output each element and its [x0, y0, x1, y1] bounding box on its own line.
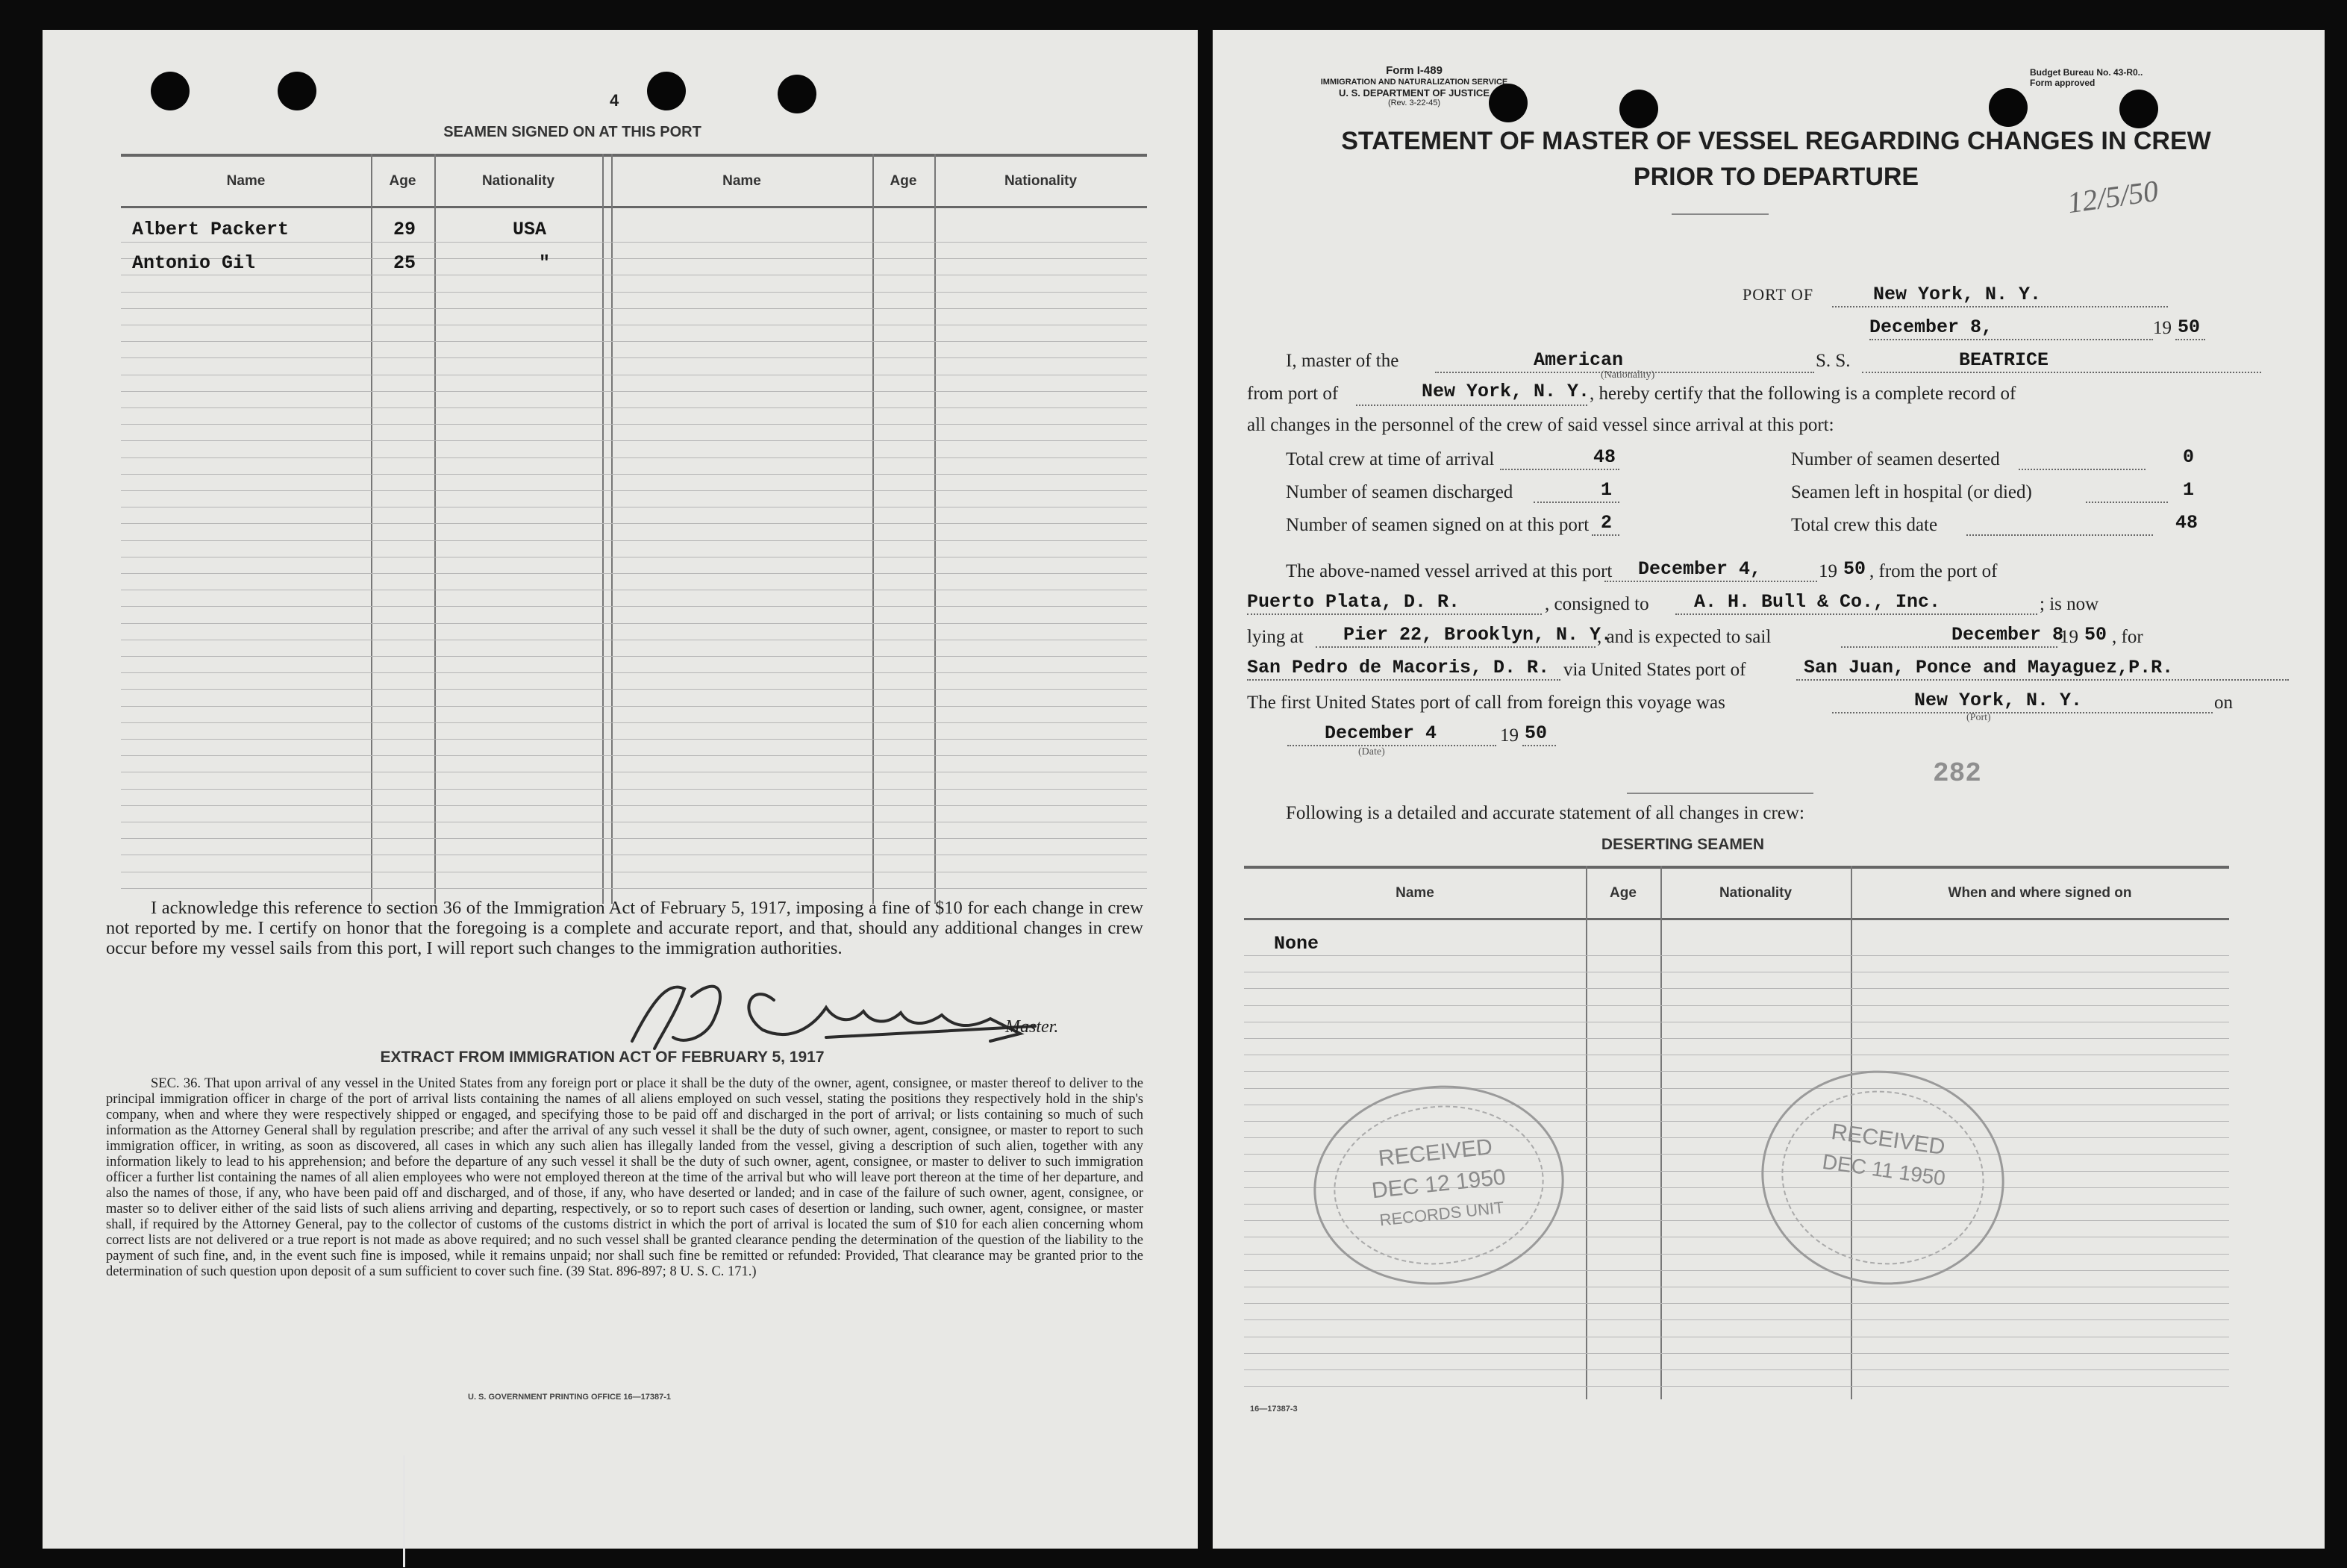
from-port-value: New York, N. Y.	[1422, 381, 1590, 402]
vessel-name: BEATRICE	[1959, 349, 2049, 371]
port-of-label: PORT OF	[1743, 285, 1814, 304]
first-port-date: December 4	[1325, 722, 1437, 744]
punch-hole	[1619, 90, 1658, 128]
ruled-line	[121, 573, 1147, 574]
revision: (Rev. 3-22-45)	[1387, 99, 1441, 107]
seaman-age: 29	[393, 219, 416, 240]
seaman-nationality: USA	[513, 219, 547, 240]
for-label: , for	[2112, 627, 2143, 647]
consigned-label: , consigned to	[1545, 594, 1649, 614]
ruled-line	[121, 308, 1147, 309]
column-header: Age	[890, 173, 917, 189]
extract-title: EXTRACT FROM IMMIGRATION ACT OF FEBRUARY 5, 1917	[380, 1049, 825, 1066]
ruled-line	[121, 357, 1147, 358]
on-label: on	[2214, 693, 2233, 713]
stamp-text: RECEIVED	[1829, 1119, 1947, 1161]
statement-date: December 8,	[1869, 316, 1993, 338]
from-port-label: from port of	[1247, 384, 1339, 404]
seaman-age: 25	[393, 252, 416, 274]
first-port-label: The first United States port of call from foreign this voyage was	[1247, 693, 1725, 713]
certify-text: , hereby certify that the following is a complete record of	[1590, 384, 2016, 404]
ruled-line	[121, 341, 1147, 342]
ruled-line	[121, 689, 1147, 690]
stat-label: Total crew this date	[1791, 515, 1938, 535]
printer-line: 16—17387-3	[1250, 1405, 1298, 1414]
seaman-name: Antonio Gil	[132, 252, 256, 274]
via-label: via United States port of	[1563, 660, 1746, 680]
ruled-line	[121, 292, 1147, 293]
stat-label: Number of seamen discharged	[1286, 482, 1513, 502]
form-subtitle: PRIOR TO DEPARTURE	[1633, 163, 1919, 191]
ruled-line	[121, 424, 1147, 425]
master-of-label: I, master of the	[1286, 351, 1399, 371]
right-page	[1213, 30, 2325, 1549]
deserting-entry: None	[1274, 933, 1319, 955]
ruled-line	[121, 490, 1147, 491]
punch-hole	[1989, 88, 2028, 127]
form-title: STATEMENT OF MASTER OF VESSEL REGARDING CHANGES IN CREW	[1341, 127, 2211, 155]
received-stamp	[1748, 1055, 2019, 1301]
ruled-line	[1244, 1088, 2229, 1089]
column-header: Name	[1396, 885, 1434, 901]
page-number: 4	[610, 91, 619, 110]
received-stamp	[1304, 1073, 1574, 1297]
seaman-name: Albert Packert	[132, 219, 290, 240]
sail-date: December 8	[1951, 624, 2064, 646]
ruled-line	[1244, 1386, 2229, 1387]
first-port-year: 50	[1525, 722, 1548, 744]
column-header: Name	[722, 173, 761, 189]
vessel-nationality: American	[1534, 349, 1624, 371]
budget-bureau: Budget Bureau No. 43-R0..	[2030, 67, 2143, 78]
ruled-line	[121, 523, 1147, 524]
stat-value: 48	[1593, 446, 1616, 468]
ruled-line	[121, 391, 1147, 392]
master-signature	[602, 966, 1110, 1056]
ruled-line	[121, 540, 1147, 541]
ruled-line	[121, 672, 1147, 673]
year-prefix: 19	[2153, 318, 2172, 338]
ruled-line	[1244, 1071, 2229, 1072]
ruled-line	[1244, 1005, 2229, 1006]
stamp-text: RECEIVED	[1377, 1134, 1494, 1172]
date-caption: (Date)	[1358, 746, 1385, 758]
stamp-text: RECORDS UNIT	[1378, 1198, 1505, 1230]
punch-hole	[151, 72, 190, 110]
stat-value: 2	[1601, 512, 1613, 534]
ruled-line	[121, 739, 1147, 740]
certify-text-continued: all changes in the personnel of the crew of said vessel since arrival at this port:	[1247, 415, 1834, 435]
ruled-line	[121, 258, 1147, 259]
ss-label: S. S.	[1816, 351, 1851, 371]
ruled-line	[1244, 1319, 2229, 1320]
lying-at-label: lying at	[1247, 627, 1304, 647]
statement-year: 50	[2178, 316, 2201, 338]
following-text: Following is a detailed and accurate statement of all changes in crew:	[1286, 803, 1804, 823]
stamp-number: 282	[1933, 758, 1981, 789]
agency-line: IMMIGRATION AND NATURALIZATION SERVICE	[1320, 78, 1508, 87]
arrival-year: 50	[1843, 558, 1866, 580]
ruled-line	[121, 407, 1147, 408]
ruled-line	[1244, 988, 2229, 989]
ruled-line	[1244, 1369, 2229, 1370]
ruled-line	[121, 623, 1147, 624]
stat-value: 48	[2175, 512, 2198, 534]
column-header: Nationality	[1004, 173, 1078, 189]
is-now-label: ; is now	[2040, 594, 2099, 614]
punch-hole	[278, 72, 316, 110]
master-label: Master.	[1005, 1017, 1059, 1037]
ruled-line	[121, 457, 1147, 458]
ruled-line	[121, 440, 1147, 441]
column-header: Age	[1610, 885, 1637, 901]
stat-value: 0	[2183, 446, 2195, 468]
form-number: Form I-489	[1386, 64, 1443, 77]
sail-year: 50	[2084, 624, 2107, 646]
column-header: When and where signed on	[1948, 885, 2132, 901]
section-title: SEAMEN SIGNED ON AT THIS PORT	[443, 124, 701, 140]
stat-value: 1	[2183, 479, 2195, 501]
punch-hole	[647, 72, 686, 110]
ruled-line	[121, 242, 1147, 243]
stamp-date: DEC 11 1950	[1821, 1149, 1947, 1190]
ruled-line	[121, 722, 1147, 723]
year-prefix: 19	[1500, 725, 1519, 746]
ruled-line	[121, 706, 1147, 707]
seaman-nationality: "	[539, 252, 551, 274]
stat-value: 1	[1601, 479, 1613, 501]
column-header: Nationality	[481, 173, 555, 189]
ruled-line	[121, 805, 1147, 806]
column-header: Nationality	[1719, 885, 1793, 901]
ruled-line	[121, 755, 1147, 756]
agency-line: U. S. DEPARTMENT OF JUSTICE	[1339, 87, 1490, 99]
origin-port: Puerto Plata, D. R.	[1247, 591, 1460, 613]
handwritten-date: 12/5/50	[2065, 173, 2160, 220]
scan-artifact-line	[403, 1455, 405, 1567]
ruled-line	[121, 888, 1147, 889]
nationality-caption: (Nationality)	[1601, 369, 1655, 381]
ruled-line	[121, 656, 1147, 657]
via-ports: San Juan, Ponce and Mayaguez,P.R.	[1804, 657, 2174, 678]
stamp-date: DEC 12 1950	[1370, 1164, 1507, 1204]
ruled-line	[1244, 1038, 2229, 1039]
port-value: New York, N. Y.	[1873, 284, 2042, 305]
stat-label: Seamen left in hospital (or died)	[1791, 482, 2032, 502]
ruled-line	[121, 789, 1147, 790]
printer-line: U. S. GOVERNMENT PRINTING OFFICE 16—17387-1	[468, 1393, 672, 1402]
ruled-line	[121, 838, 1147, 839]
port-caption: (Port)	[1966, 712, 1991, 723]
arrived-label: The above-named vessel arrived at this port	[1286, 561, 1613, 581]
punch-hole	[778, 75, 816, 113]
from-the-port-label: , from the port of	[1869, 561, 1998, 581]
stat-label: Total crew at time of arrival	[1286, 449, 1495, 469]
year-prefix: 19	[1819, 561, 1837, 581]
expected-label: , and is expected to sail	[1597, 627, 1772, 647]
ruled-line	[121, 474, 1147, 475]
ruled-line	[1244, 1303, 2229, 1304]
ruled-line	[1244, 1353, 2229, 1354]
punch-hole	[2119, 90, 2158, 128]
extract-text: SEC. 36. That upon arrival of any vessel in the United States from any foreign port or place it shall be the duty of the owner, agent, consignee, or master thereof to deliver to the principal immigration officer in charge of the port of arrival lists containing the names of all aliens employed on such vessel, stating the positions they respectively hold in the ship's company, when and where they were respectively shipped or engaged, and specifying those to be paid off and discharged in the port of arrival; or lists containing so much of such information as the Attorney General shall by regulation prescribe; and after the arrival of any such vessel it shall be the duty of such owner, agent, consignee, or master to report to such immigration officer, in writing, as soon as discovered, all cases in which any such alien has illegally landed from the vessel, giving a description of such alien, together with any information likely to lead to his apprehension; and before the departure of any such vessel it shall be the duty of such owner, agent, consignee, or master to deliver to such immigration officer a further list containing the names of all alien employees who were not employed thereon at the time of the arrival but who will leave port thereon at the time of her departure, and also the names of those, if any, who have been paid off and discharged, and of those, if any, who have deserted or landed; and in case of the failure of such owner, agent, consignee, or master so to deliver either of the said lists of such aliens arriving and departing, respectively, or so to report such cases of desertion or landing, such owner, agent, consignee, or master shall, if required by the Attorney General, pay to the collector of customs of the customs district in which the port of arrival is located the sum of $10 for each alien concerning whom correct lists are not delivered or a true report is not made as above required; and no such vessel shall be granted clearance pending the determination of the question of the liability to the payment of such fine, and, in the event such fine is imposed, while it remains unpaid; nor shall such fine be remitted or refunded: Provided, That clearance may be granted prior to the determination of such question upon deposit of a sum sufficient to cover such fine. (39 Stat. 896-897; 8 U. S. C. 171.)	[106, 1076, 1143, 1279]
consignee: A. H. Bull & Co., Inc.	[1694, 591, 1941, 613]
form-approved: Form approved	[2030, 78, 2096, 88]
column-header: Name	[226, 173, 266, 189]
destination: San Pedro de Macoris, D. R.	[1247, 657, 1550, 678]
stat-label: Number of seamen signed on at this port	[1286, 515, 1590, 535]
first-port-value: New York, N. Y.	[1914, 690, 2083, 711]
ruled-line	[1244, 955, 2229, 956]
deserting-title: DESERTING SEAMEN	[1601, 836, 1765, 853]
column-header: Age	[389, 173, 416, 189]
berth: Pier 22, Brooklyn, N. Y.	[1343, 624, 1613, 646]
left-page	[43, 30, 1198, 1549]
year-prefix: 19	[2060, 627, 2078, 647]
stat-label: Number of seamen deserted	[1791, 449, 2000, 469]
arrival-date: December 4,	[1638, 558, 1762, 580]
acknowledgement-text: I acknowledge this reference to section 36 of the Immigration Act of February 5, 1917, imposing a fine of $10 for each change in crew not reported by me. I certify on honor that the foregoing is a complete and accurate report, and that, should any additional changes in crew occur before my vessel sails from this port, I will report such changes to the immigration authorities.	[106, 898, 1143, 958]
ruled-line	[121, 606, 1147, 607]
